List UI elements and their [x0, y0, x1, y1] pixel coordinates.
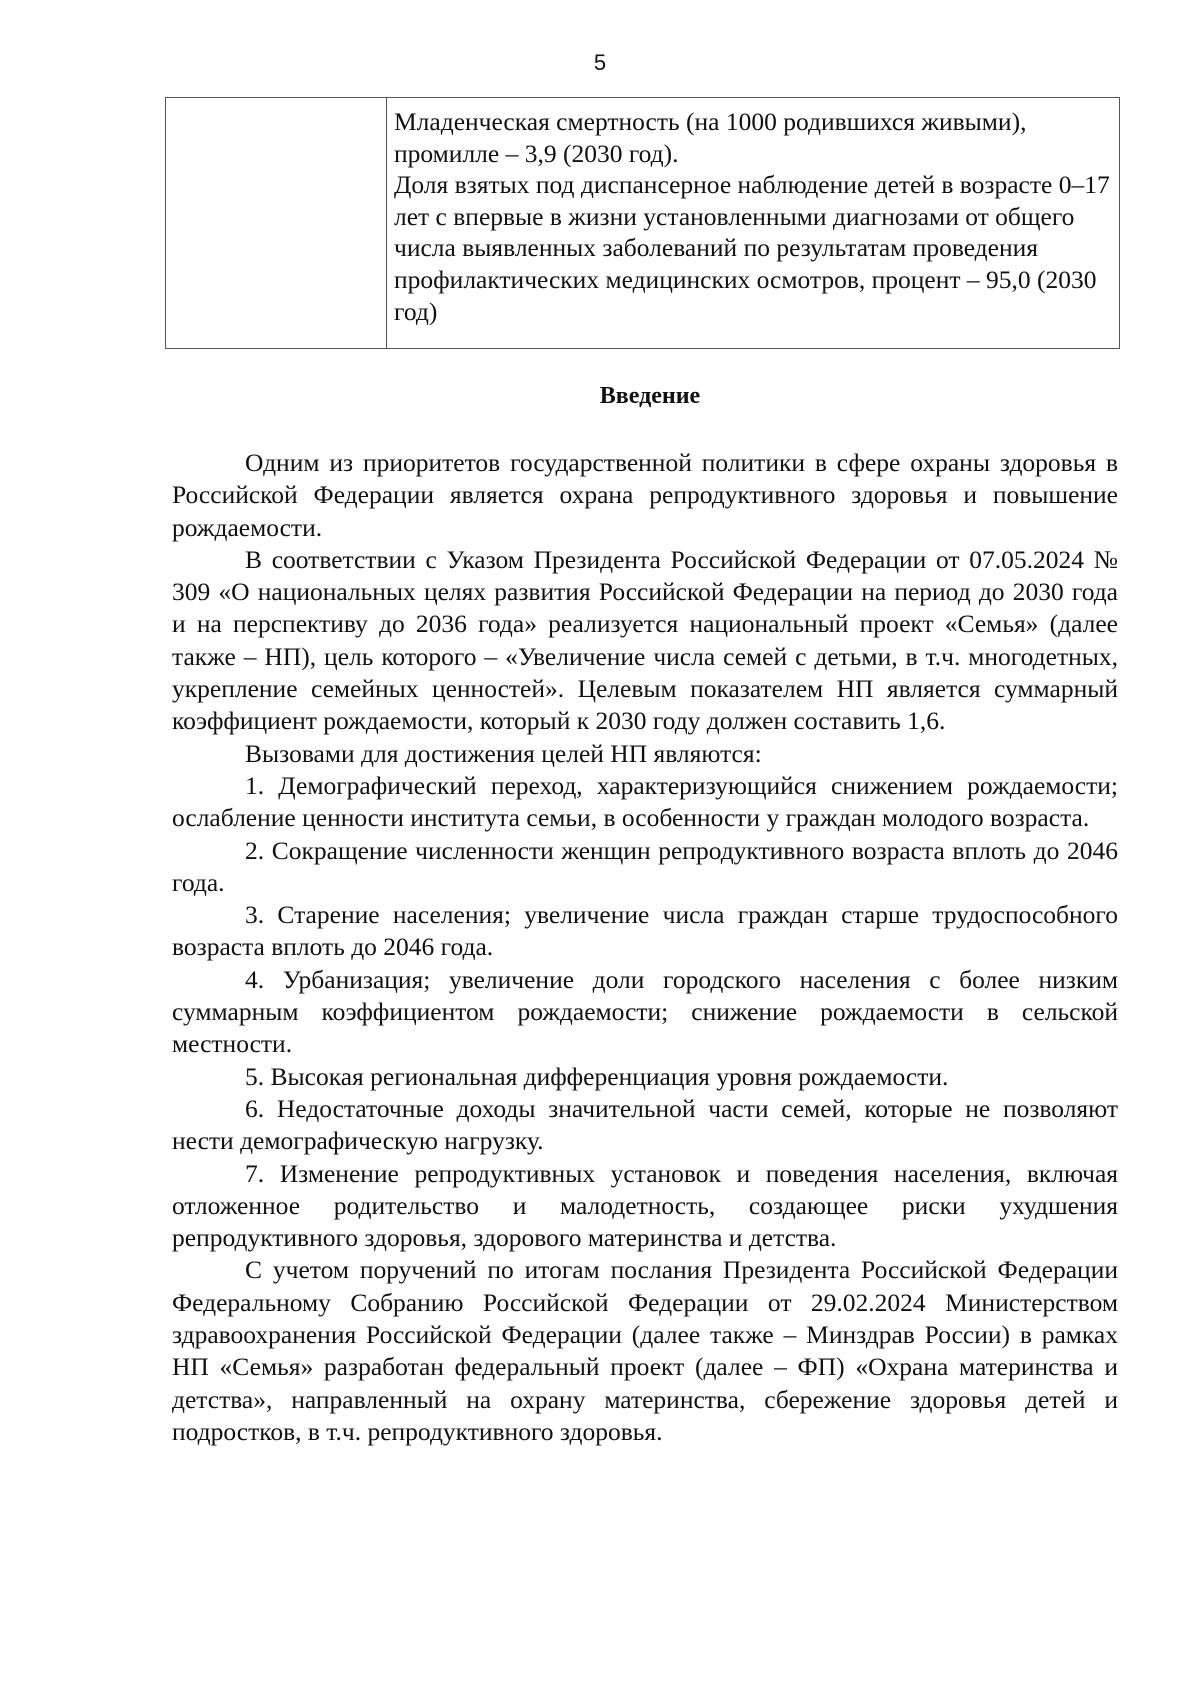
paragraph: С учетом поручений по итогам послания Президента Российской Федерации Федеральному Собранию Российской Федерации от 29.02.2024 Министерством здравоохранения Российской Федерации (далее также – Минздрав России) в рамках НП «Семья» разработан федеральный проект (далее – ФП) «Охрана материнства и детства», направленный на охрану материнства, сбережение здоровья детей и подростков, в т.ч. репродуктивного здоровья.: [172, 1255, 1118, 1446]
list-item: 5. Высокая региональная дифференциация уровня рождаемости.: [245, 1061, 949, 1091]
list-item: 7. Изменение репродуктивных установок и поведения населения, включая отложенное родительство и малодетность, создающее риски ухудшения репродуктивного здоровья, здорового материнства и детства.: [172, 1158, 1118, 1253]
list-item: 4. Урбанизация; увеличение доли городского населения с более низким суммарным коэффициентом рождаемости; снижение рождаемости в сельской местности.: [172, 964, 1118, 1059]
table-indicator-dispensary-share: Доля взятых под диспансерное наблюдение детей в возрасте 0–17 лет с впервые в жизни установленными диагнозами от общего числа выявленных заболеваний по результатам проведения профилактических медицинских осмотров, процент – 95,0 (2030 год): [394, 170, 1110, 326]
table-indicator-infant-mortality: Младенческая смертность (на 1000 родившихся живыми), промилле – 3,9 (2030 год).: [394, 107, 1027, 168]
paragraph: Одним из приоритетов государственной политики в сфере охраны здоровья в Российской Федерации является охрана репродуктивного здоровья и повышение рождаемости.: [172, 448, 1118, 542]
list-item: 2. Сокращение численности женщин репродуктивного возраста вплоть до 2046 года.: [172, 835, 1118, 897]
list-item: 6. Недостаточные доходы значительной части семей, которые не позволяют нести демографическую нагрузку.: [172, 1093, 1118, 1156]
section-body: [172, 447, 1118, 1448]
list-item: 1. Демографический переход, характеризующийся снижением рождаемости; ослабление ценности института семьи, в особенности у граждан молодого возраста.: [172, 770, 1118, 833]
section-title: Введение: [599, 383, 701, 409]
table-left-cell: [166, 98, 387, 348]
indicators-table: [165, 97, 1120, 349]
page-number: 5: [593, 50, 607, 75]
table-right-cell: [394, 106, 1114, 327]
list-item: 3. Старение населения; увеличение числа граждан старше трудоспособного возраста вплоть до 2046 года.: [172, 900, 1118, 962]
paragraph: Вызовами для достижения целей НП являются:: [245, 738, 762, 768]
paragraph: В соответствии с Указом Президента Российской Федерации от 07.05.2024 № 309 «О национальных целях развития Российской Федерации на период до 2030 года и на перспективу до 2036 года» реализуется национальный проект «Семья» (далее также – НП), цель которого – «Увеличение числа семей с детьми, в т.ч. многодетных, укрепление семейных ценностей». Целевым показателем НП является суммарный коэффициент рождаемости, который к 2030 году должен составить 1,6.: [172, 544, 1118, 736]
